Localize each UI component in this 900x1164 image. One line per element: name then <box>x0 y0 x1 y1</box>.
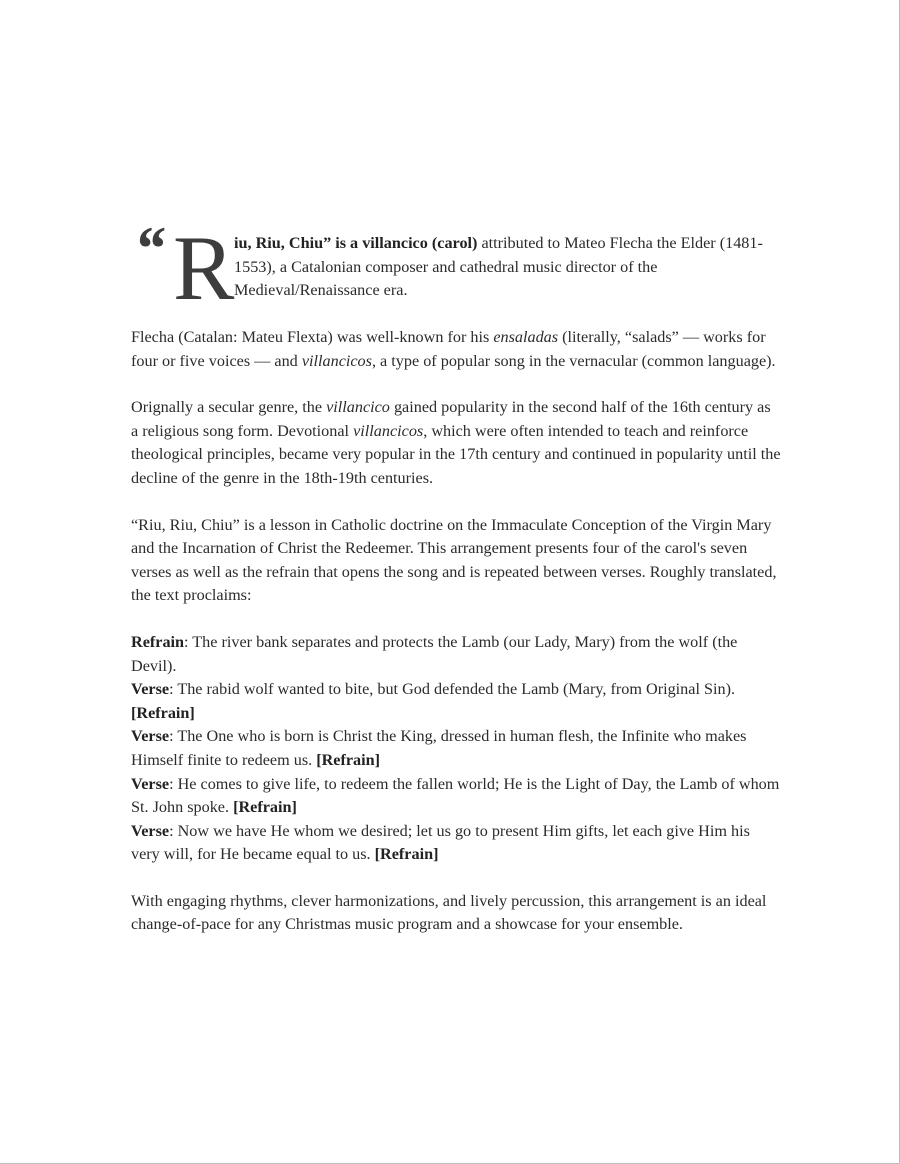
text-run: Orignally a secular genre, the <box>131 398 327 417</box>
verse-line <box>131 820 781 867</box>
drop-cap: R <box>173 217 235 319</box>
refrain-tag: [Refrain] <box>233 798 297 817</box>
intro-bold-lead: iu, Riu, Chiu” is a villancico (carol) <box>234 234 478 252</box>
text-run: , a type of popular song in the vernacular (common language). <box>371 351 776 370</box>
intro-rest: attributed to Mateo Flecha the Elder (1481-1553), a Catalonian composer and cathedral music director of the Medieval/Renaissance era. <box>234 234 763 300</box>
italic-term: villancico <box>326 398 390 417</box>
italic-term: villancicos <box>301 351 372 370</box>
refrain-tag: [Refrain] <box>131 703 195 722</box>
italic-term: ensaladas <box>493 328 559 346</box>
verse-label: Verse <box>131 821 170 840</box>
refrain-label: Refrain <box>131 632 185 651</box>
verses-block <box>131 631 781 867</box>
opening-quote-mark: “ <box>134 215 165 283</box>
verse-line <box>131 773 781 820</box>
paragraph-flecha <box>131 326 781 373</box>
paragraph-doctrine: “Riu, Riu, Chiu” is a lesson in Catholic doctrine on the Immaculate Conception of the Virgin Mary and the Incarnation of Christ the Redeemer. This arrangement presents four of the carol's seven verses as well as the refrain that opens the song and is repeated between verses. Roughly translated, the text proclaims: <box>131 515 777 605</box>
paragraph-genre <box>131 396 781 490</box>
verse-label: Verse <box>131 774 170 793</box>
verse-text: : He comes to give life, to redeem the fallen world; He is the Light of Day, the Lamb of whom St. John spoke. <box>131 774 780 817</box>
refrain-line <box>131 631 781 678</box>
text-run: Flecha (Catalan: Mateu Flexta) was well-known for his <box>131 328 494 346</box>
text-run: , which were often intended to teach and reinforce theological principles, became very popular in the 17th century and continued in popularity until the decline of the genre in the 18th-19th centuries. <box>131 421 781 487</box>
intro-paragraph <box>131 215 781 319</box>
verse-label: Verse <box>131 727 170 746</box>
verse-text: : Now we have He whom we desired; let us go to present Him gifts, let each give Him his very will, for He became equal to us. <box>131 821 750 864</box>
refrain-tag: [Refrain] <box>374 845 439 864</box>
refrain-text: : The river bank separates and protects the Lamb (our Lady, Mary) from the wolf (the Devil). <box>131 632 738 675</box>
italic-term: villancicos <box>353 421 424 440</box>
text-run: gained popularity in the second half of the 16th century as a religious song form. Devotional <box>131 398 771 440</box>
refrain-tag: [Refrain] <box>316 750 381 769</box>
text-run: (literally, “salads” — works for four or five voices — and <box>131 328 766 370</box>
verse-label: Verse <box>131 680 170 699</box>
paragraph-closing: With engaging rhythms, clever harmonizations, and lively percussion, this arrangement is an ideal change-of-pace for any Christmas music program and a showcase for your ensemble. <box>131 891 767 934</box>
document-body <box>131 215 781 960</box>
verse-text: : The One who is born is Christ the King, dressed in human flesh, the Infinite who makes Himself finite to redeem us. <box>131 727 747 769</box>
verse-line <box>131 725 781 772</box>
verse-line <box>131 678 781 725</box>
verse-text: : The rabid wolf wanted to bite, but God defended the Lamb (Mary, from Original Sin). <box>169 680 736 699</box>
